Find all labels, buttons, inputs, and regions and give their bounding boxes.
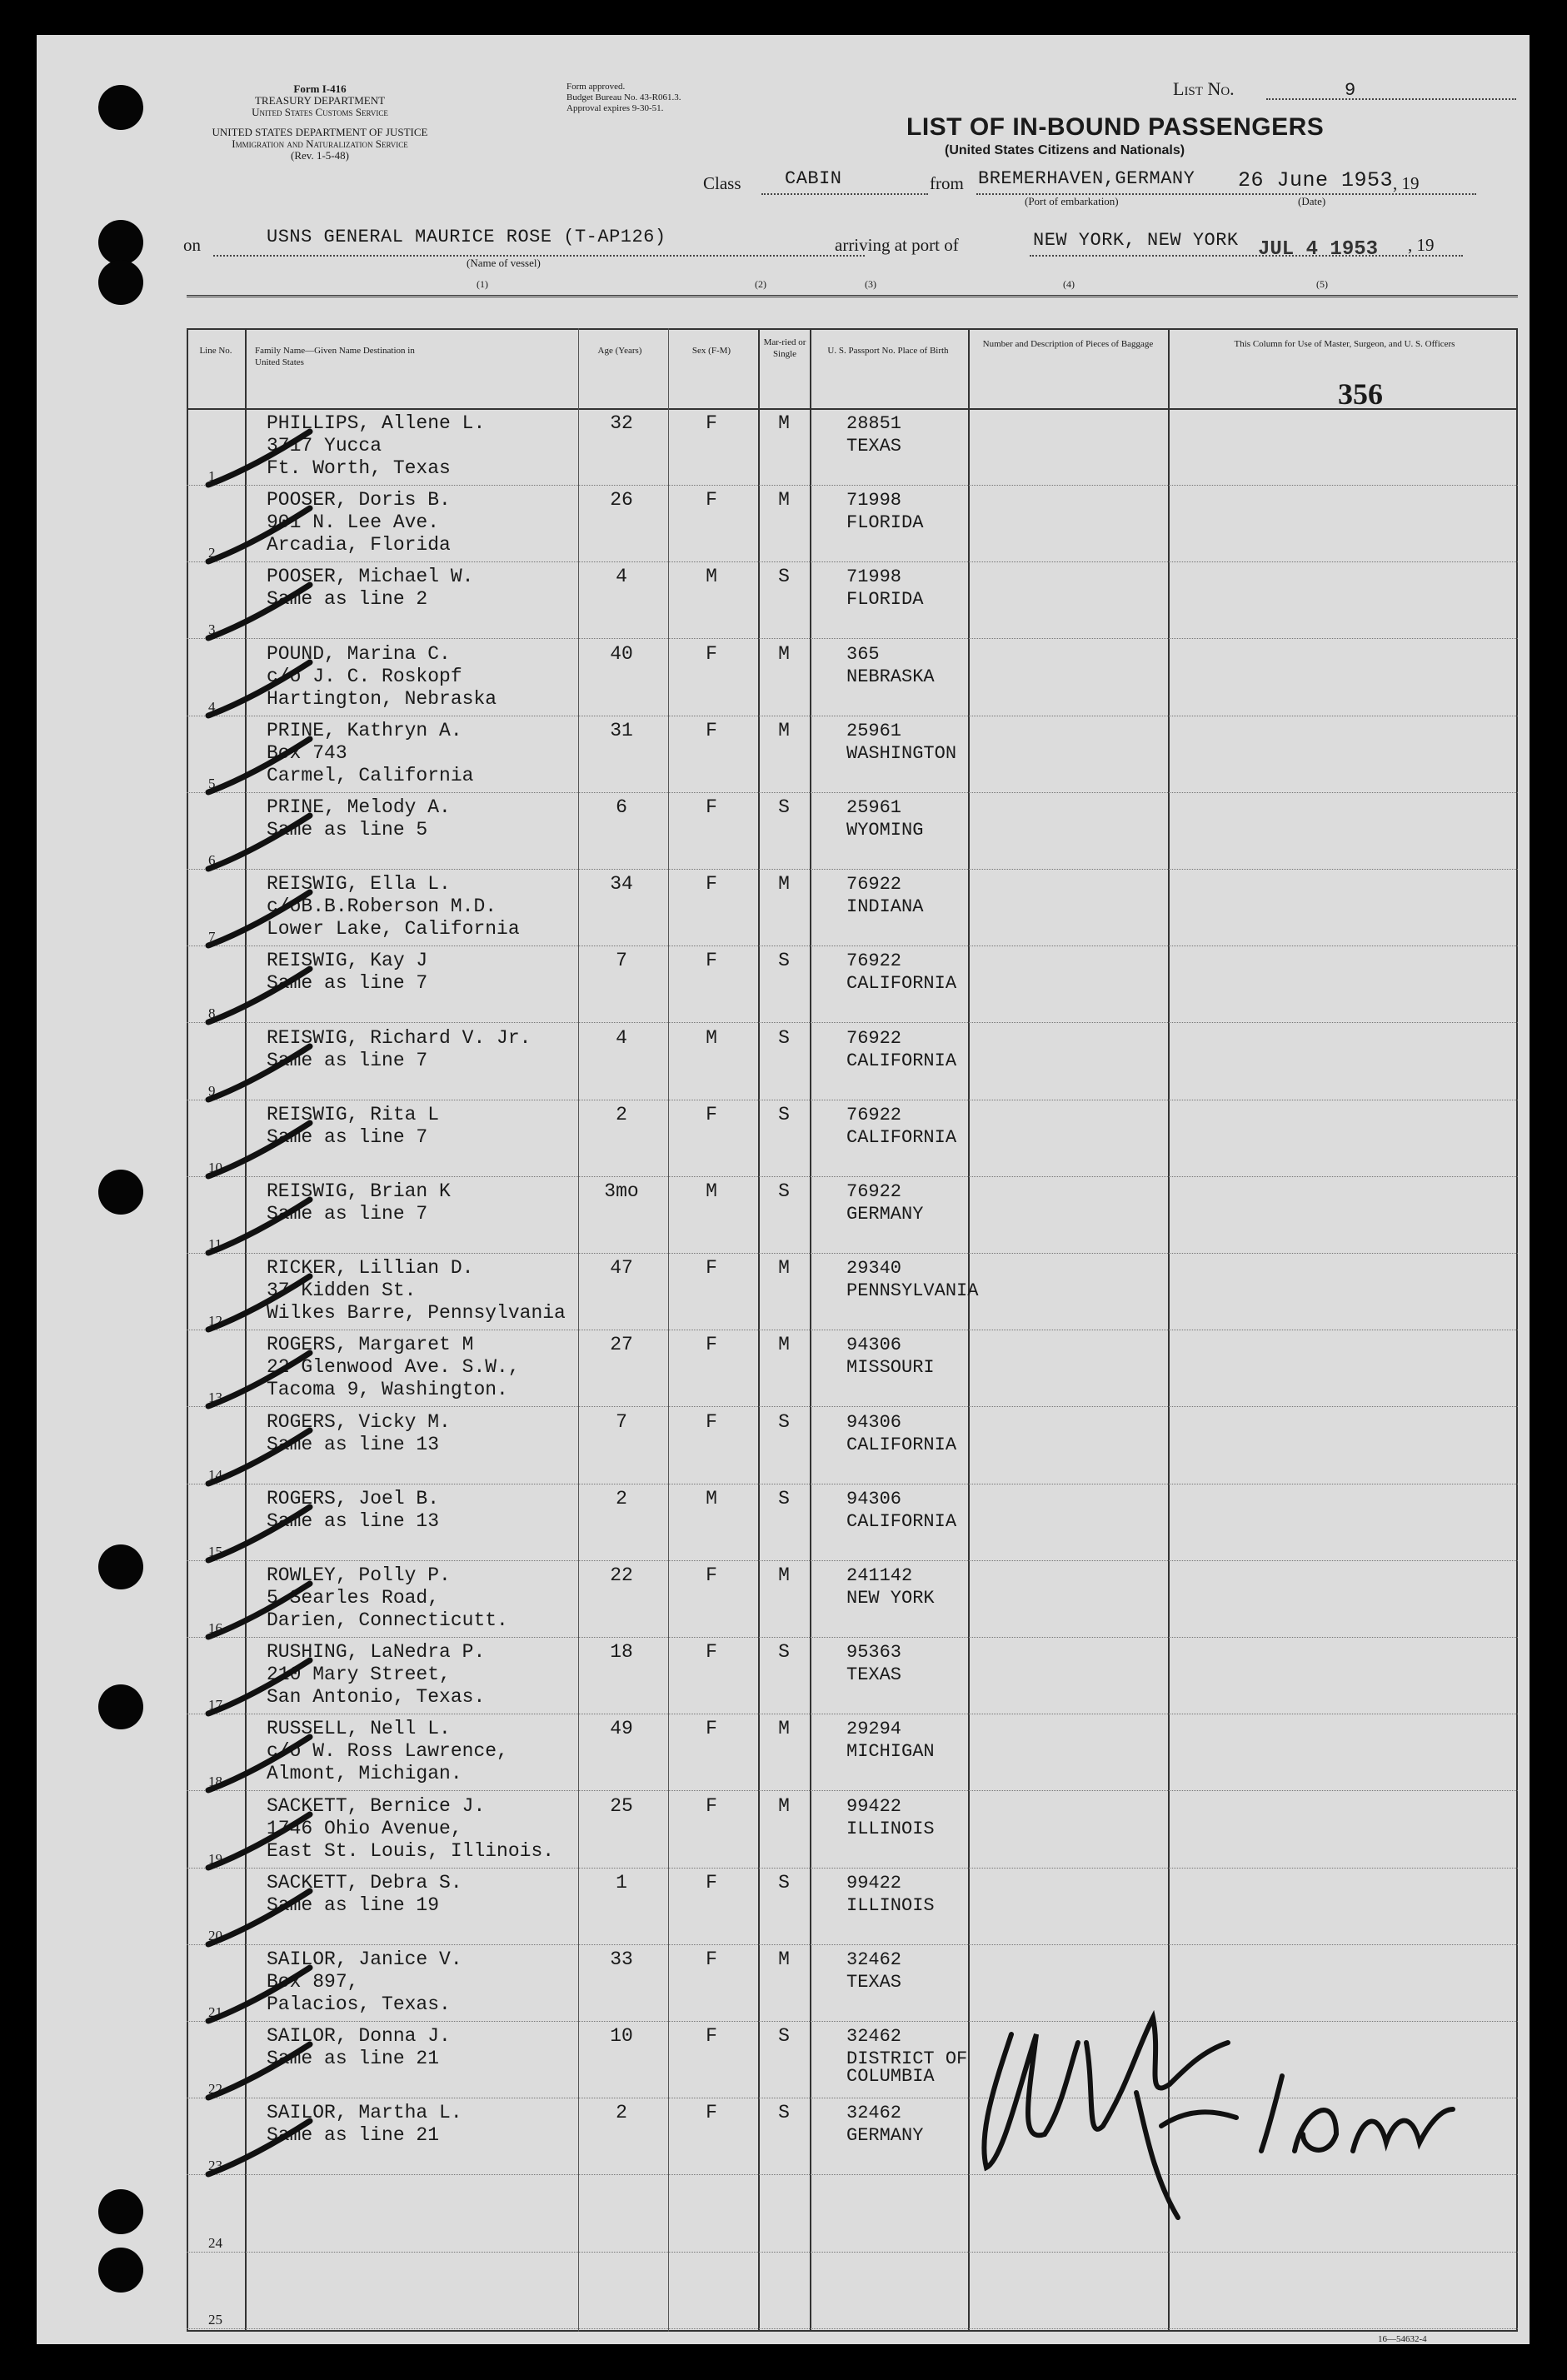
vessel-caption: (Name of vessel) [467, 257, 541, 269]
age-value: 25 [610, 1794, 633, 1817]
col-number-3: (3) [865, 278, 876, 290]
line-number: 24 [208, 2234, 222, 2251]
passenger-name: SACKETT, Bernice J. [267, 1794, 486, 1817]
header-baggage: Number and Description of Pieces of Baggage [982, 339, 1154, 349]
marital-status: S [778, 1641, 790, 1664]
vessel-name: USNS GENERAL MAURICE ROSE (T-AP126) [267, 227, 666, 247]
place-of-birth: CALIFORNIA [846, 1050, 957, 1071]
passport-number: 241142 [846, 1565, 913, 1586]
line-number: 1 [208, 468, 216, 484]
sex-value: F [706, 719, 717, 741]
age-value: 7 [616, 1410, 627, 1433]
passenger-name: SAILOR, Martha L. [267, 2102, 462, 2124]
sex-value: M [706, 1026, 717, 1049]
passport-number: 71998 [846, 566, 902, 588]
address-line-1: 901 N. Lee Ave. [267, 511, 440, 534]
manifest-page [37, 35, 1530, 2344]
port-of-embarkation: BREMERHAVEN,GERMANY [978, 168, 1195, 189]
age-value: 10 [610, 2025, 633, 2048]
address-line-1: 5 Searles Road, [267, 1587, 440, 1609]
line-number: 11 [208, 1236, 222, 1252]
place-of-birth: FLORIDA [846, 589, 924, 611]
line-number: 20 [208, 1927, 222, 1943]
page-title: LIST OF IN-BOUND PASSENGERS [906, 113, 1325, 141]
address-line-2: Arcadia, Florida [267, 534, 451, 556]
marital-status: M [778, 642, 790, 665]
col-number-2: (2) [755, 278, 766, 290]
passport-number: 29294 [846, 1719, 902, 1740]
table-row [187, 792, 1518, 870]
justice-line: UNITED STATES DEPARTMENT OF JUSTICE [212, 126, 428, 138]
passport-number: 99422 [846, 1795, 902, 1817]
marital-status: S [778, 950, 790, 972]
age-value: 18 [610, 1641, 633, 1664]
table-row [187, 1176, 1518, 1254]
address-line-1: Same as line 21 [267, 2124, 440, 2147]
arrival-underline [1030, 255, 1463, 257]
table-row [187, 869, 1518, 946]
line-number: 6 [208, 852, 216, 868]
passenger-name: REISWIG, Brian K [267, 1180, 451, 1202]
punch-hole [98, 1544, 143, 1589]
address-line-2: Palacios, Texas. [267, 1993, 451, 2015]
sex-value: F [706, 1794, 717, 1817]
marital-status: S [778, 1487, 790, 1509]
passport-number: 76922 [846, 951, 902, 972]
table-row [187, 1560, 1518, 1638]
table-row [187, 1253, 1518, 1330]
passport-number: 25961 [846, 720, 902, 741]
marital-status: S [778, 1180, 790, 1202]
passport-number: 76922 [846, 1104, 902, 1125]
age-value: 49 [610, 1718, 633, 1740]
address-line-1: c/oB.B.Roberson M.D. [267, 896, 497, 918]
col-number-1: (1) [477, 278, 488, 290]
age-value: 32 [610, 412, 633, 434]
punch-hole [98, 2248, 143, 2293]
sex-value: M [706, 1180, 717, 1202]
port-caption: (Port of embarkation) [1025, 195, 1119, 207]
punch-hole [98, 1684, 143, 1729]
line-number: 13 [208, 1390, 222, 1406]
table-row [187, 946, 1518, 1023]
header-age: Age (Years) [597, 346, 642, 356]
passenger-name: PRINE, Melody A. [267, 796, 451, 818]
line-number: 2 [208, 545, 216, 561]
passport-number: 99422 [846, 1872, 902, 1894]
place-of-birth: WYOMING [846, 820, 924, 841]
sex-value: F [706, 1718, 717, 1740]
passenger-name: PRINE, Kathryn A. [267, 719, 462, 741]
punch-hole [98, 260, 143, 305]
marital-status: S [778, 796, 790, 818]
revision-line: (Rev. 1-5-48) [291, 149, 349, 162]
passenger-name: ROGERS, Vicky M. [267, 1410, 451, 1433]
passport-number: 32462 [846, 2026, 902, 2048]
passport-number: 365 [846, 643, 880, 665]
place-of-birth: TEXAS [846, 1972, 902, 1993]
place-of-birth: MISSOURI [846, 1357, 935, 1379]
year-prefix: , 19 [1393, 173, 1420, 193]
age-value: 27 [610, 1334, 633, 1356]
sex-value: F [706, 1103, 717, 1125]
address-line-2: Darien, Connecticutt. [267, 1609, 508, 1631]
sex-value: F [706, 1334, 717, 1356]
line-number: 8 [208, 1005, 216, 1022]
header-name: Family Name—Given Name Destination in United States [255, 346, 415, 367]
address-line-2: Tacoma 9, Washington. [267, 1379, 508, 1401]
form-agency-block [178, 83, 462, 162]
page-subtitle: (United States Citizens and Nationals) [945, 143, 1185, 157]
age-value: 7 [616, 950, 627, 972]
sex-value: F [706, 1564, 717, 1586]
passenger-name: ROWLEY, Polly P. [267, 1564, 451, 1586]
customs-line: United States Customs Service [252, 106, 388, 118]
marital-status: M [778, 1794, 790, 1817]
ins-line: Immigration and Naturalization Service [232, 137, 408, 150]
sex-value: F [706, 642, 717, 665]
address-line-2: East St. Louis, Illinois. [267, 1839, 555, 1862]
marital-status: M [778, 1564, 790, 1586]
passenger-name: REISWIG, Richard V. Jr. [267, 1026, 531, 1049]
line-number: 12 [208, 1313, 222, 1330]
sex-value: F [706, 2102, 717, 2124]
age-value: 2 [616, 1103, 627, 1125]
passport-number: 25961 [846, 797, 902, 818]
expires-line: Approval expires 9-30-51. [566, 103, 664, 113]
sex-value: F [706, 796, 717, 818]
address-line-1: Same as line 7 [267, 972, 428, 995]
marital-status: M [778, 489, 790, 511]
place-of-birth: TEXAS [846, 1664, 902, 1686]
address-line-1: 3717 Yucca [267, 435, 382, 457]
marital-status: S [778, 2102, 790, 2124]
passenger-name: REISWIG, Rita L [267, 1103, 440, 1125]
header-line-no: Line No. [199, 346, 232, 356]
age-value: 22 [610, 1564, 633, 1586]
passenger-name: RUSSELL, Nell L. [267, 1718, 451, 1740]
place-of-birth: ILLINOIS [846, 1818, 935, 1839]
passenger-name: RICKER, Lillian D. [267, 1257, 474, 1280]
table-row [187, 716, 1518, 793]
passenger-name: POOSER, Michael W. [267, 566, 474, 588]
passport-number: 94306 [846, 1411, 902, 1433]
age-value: 26 [610, 489, 633, 511]
line-number: 22 [208, 2081, 222, 2098]
header-sex: Sex (F-M) [691, 346, 731, 356]
from-label: from [930, 173, 964, 193]
place-of-birth: GERMANY [846, 2125, 924, 2147]
age-value: 2 [616, 1487, 627, 1509]
passenger-name: POOSER, Doris B. [267, 489, 451, 511]
table-row [187, 639, 1518, 716]
marital-status: S [778, 2025, 790, 2048]
passenger-name: REISWIG, Kay J [267, 950, 428, 972]
marital-status: M [778, 1948, 790, 1970]
col-number-4: (4) [1063, 278, 1075, 290]
sex-value: F [706, 412, 717, 434]
place-of-birth: DISTRICT OF [846, 2048, 968, 2070]
age-value: 6 [616, 796, 627, 818]
treasury-line: TREASURY DEPARTMENT [254, 94, 386, 107]
age-value: 47 [610, 1257, 633, 1280]
line-number: 23 [208, 2158, 222, 2174]
place-of-birth: FLORIDA [846, 512, 924, 534]
line-number: 21 [208, 2004, 222, 2020]
place-of-birth-line-2: COLUMBIA [846, 2066, 935, 2088]
punch-hole [98, 220, 143, 265]
passenger-name: SAILOR, Janice V. [267, 1948, 462, 1970]
place-of-birth: INDIANA [846, 896, 924, 918]
age-value: 1 [616, 1871, 627, 1894]
approval-block [566, 82, 681, 114]
sex-value: F [706, 950, 717, 972]
passport-number: 71998 [846, 490, 902, 511]
address-line-1: Same as line 13 [267, 1509, 440, 1532]
table-row [187, 1868, 1518, 1945]
place-of-birth: NEW YORK [846, 1588, 935, 1609]
marital-status: M [778, 1257, 790, 1280]
passport-number: 32462 [846, 1949, 902, 1970]
line-number: 10 [208, 1159, 222, 1175]
budget-line: Budget Bureau No. 43-R061.3. [566, 92, 681, 102]
arrival-year-prefix: , 19 [1408, 235, 1435, 255]
punch-hole [98, 1170, 143, 1215]
place-of-birth: MICHIGAN [846, 1741, 935, 1763]
passport-number: 28851 [846, 413, 902, 434]
age-value: 2 [616, 2102, 627, 2124]
age-value: 31 [610, 719, 633, 741]
header-married: Mar-ried or Single [763, 337, 806, 359]
date-caption: (Date) [1298, 195, 1326, 207]
table-row [187, 1791, 1518, 1869]
age-value: 4 [616, 1026, 627, 1049]
address-line-1: Same as line 2 [267, 588, 428, 611]
line-number: 3 [208, 621, 216, 638]
address-line-1: Same as line 7 [267, 1049, 428, 1071]
passenger-name: RUSHING, LaNedra P. [267, 1641, 486, 1664]
on-label: on [183, 235, 201, 255]
sex-value: F [706, 873, 717, 896]
place-of-birth: NEBRASKA [846, 666, 935, 687]
table-row [187, 561, 1518, 639]
address-line-1: Same as line 5 [267, 819, 428, 841]
age-value: 34 [610, 873, 633, 896]
passport-number: 94306 [846, 1488, 902, 1509]
passport-number: 95363 [846, 1642, 902, 1664]
marital-status: S [778, 1103, 790, 1125]
place-of-birth: PENNSYLVANIA [846, 1280, 979, 1302]
line-number: 19 [208, 1850, 222, 1867]
sex-value: F [706, 1257, 717, 1280]
sex-value: F [706, 1948, 717, 1970]
passenger-name: ROGERS, Margaret M [267, 1334, 474, 1356]
address-line-1: c/o J. C. Roskopf [267, 665, 462, 687]
line-number: 18 [208, 1774, 222, 1790]
address-line-2: Wilkes Barre, Pennsylvania [267, 1302, 566, 1325]
list-no-underline [1266, 98, 1516, 100]
address-line-1: Same as line 7 [267, 1203, 428, 1225]
class-label: Class [703, 173, 741, 193]
place-of-birth: ILLINOIS [846, 1894, 935, 1916]
passenger-name: PHILLIPS, Allene L. [267, 412, 486, 434]
table-row [187, 1714, 1518, 1791]
marital-status: M [778, 873, 790, 896]
marital-status: M [778, 1334, 790, 1356]
marital-status: S [778, 1871, 790, 1894]
approved-line: Form approved. [566, 82, 626, 92]
address-line-1: 37 Kidden St. [267, 1280, 417, 1302]
marital-status: S [778, 1026, 790, 1049]
punch-hole [98, 2189, 143, 2234]
address-line-1: Box 897, [267, 1971, 359, 1993]
class-value: CABIN [785, 168, 842, 189]
address-line-1: Same as line 13 [267, 1433, 440, 1455]
place-of-birth: CALIFORNIA [846, 1126, 957, 1148]
address-line-2: Ft. Worth, Texas [267, 457, 451, 479]
passport-number: 76922 [846, 1181, 902, 1202]
place-of-birth: CALIFORNIA [846, 973, 957, 995]
table-row [187, 2252, 1518, 2329]
place-of-birth: CALIFORNIA [846, 1510, 957, 1532]
line-number: 4 [208, 698, 216, 715]
line-number: 17 [208, 1697, 222, 1714]
table-row [187, 485, 1518, 562]
table-row [187, 1484, 1518, 1561]
sex-value: M [706, 1487, 717, 1509]
line-number: 16 [208, 1620, 222, 1636]
header-rule [187, 295, 1518, 297]
address-line-1: Same as line 7 [267, 1125, 428, 1148]
marital-status: S [778, 566, 790, 588]
marital-status: M [778, 412, 790, 434]
inspection-number: 356 [1338, 377, 1383, 411]
age-value: 4 [616, 566, 627, 588]
passenger-name: SAILOR, Donna J. [267, 2025, 451, 2048]
age-value: 3mo [604, 1180, 639, 1202]
line-number: 15 [208, 1543, 222, 1559]
address-line-1: c/o W. Ross Lawrence, [267, 1740, 508, 1763]
age-value: 33 [610, 1948, 633, 1970]
place-of-birth: GERMANY [846, 1204, 924, 1225]
marital-status: M [778, 719, 790, 741]
sex-value: F [706, 1641, 717, 1664]
address-line-1: Box 743 [267, 741, 347, 764]
address-line-2: Lower Lake, California [267, 918, 520, 941]
table-row [187, 408, 1518, 486]
address-line-2: Almont, Michigan. [267, 1763, 462, 1785]
sex-value: F [706, 2025, 717, 2048]
sex-value: F [706, 1871, 717, 1894]
arriving-label: arriving at port of [835, 235, 959, 255]
passport-number: 32462 [846, 2103, 902, 2124]
table-row [187, 1023, 1518, 1100]
passenger-name: SACKETT, Debra S. [267, 1871, 462, 1894]
address-line-2: Carmel, California [267, 764, 474, 786]
age-value: 40 [610, 642, 633, 665]
place-of-birth: CALIFORNIA [846, 1434, 957, 1455]
passport-number: 76922 [846, 874, 902, 896]
passport-number: 29340 [846, 1258, 902, 1280]
col-number-5: (5) [1316, 278, 1328, 290]
sex-value: F [706, 489, 717, 511]
class-underline [761, 193, 928, 195]
sex-value: F [706, 1410, 717, 1433]
marital-status: M [778, 1718, 790, 1740]
inspector-signature [961, 1984, 1478, 2234]
arrival-date-stamp: JUL 4 1953 [1258, 238, 1379, 261]
line-number: 7 [208, 929, 216, 946]
line-number: 5 [208, 775, 216, 791]
address-line-1: Same as line 19 [267, 1894, 440, 1916]
form-footer-code: 16—54632-4 [1378, 2334, 1427, 2344]
table-row [187, 1100, 1518, 1177]
address-line-2: Hartington, Nebraska [267, 687, 497, 710]
passport-number: 94306 [846, 1335, 902, 1356]
marital-status: S [778, 1410, 790, 1433]
line-number: 14 [208, 1466, 222, 1483]
punch-hole [98, 85, 143, 130]
passenger-name: ROGERS, Joel B. [267, 1487, 440, 1509]
form-number: Form I-416 [293, 82, 347, 95]
table-row [187, 1637, 1518, 1714]
passenger-name: REISWIG, Ella L. [267, 873, 451, 896]
table-row [187, 1407, 1518, 1484]
passport-number: 76922 [846, 1027, 902, 1049]
address-line-1: Same as line 21 [267, 2048, 440, 2070]
place-of-birth: WASHINGTON [846, 742, 957, 764]
place-of-birth: TEXAS [846, 436, 902, 457]
line-number: 25 [208, 2311, 222, 2328]
sex-value: M [706, 566, 717, 588]
address-line-1: 22 Glenwood Ave. S.W., [267, 1356, 520, 1379]
arrival-port: NEW YORK, NEW YORK [1033, 230, 1239, 251]
address-line-2: San Antonio, Texas. [267, 1686, 486, 1709]
address-line-1: 210 Mary Street, [267, 1664, 451, 1686]
list-no-value: 9 [1345, 80, 1356, 101]
address-line-1: 1746 Ohio Avenue, [267, 1817, 462, 1839]
list-no-label: List No. [1173, 78, 1235, 99]
passenger-name: POUND, Marina C. [267, 642, 451, 665]
line-number: 9 [208, 1082, 216, 1099]
header-passport: U. S. Passport No. Place of Birth [827, 346, 949, 356]
embarkation-date: 26 June 1953 [1238, 168, 1394, 192]
header-official: This Column for Use of Master, Surgeon, and U. S. Officers [1234, 339, 1455, 349]
table-row [187, 1330, 1518, 1407]
